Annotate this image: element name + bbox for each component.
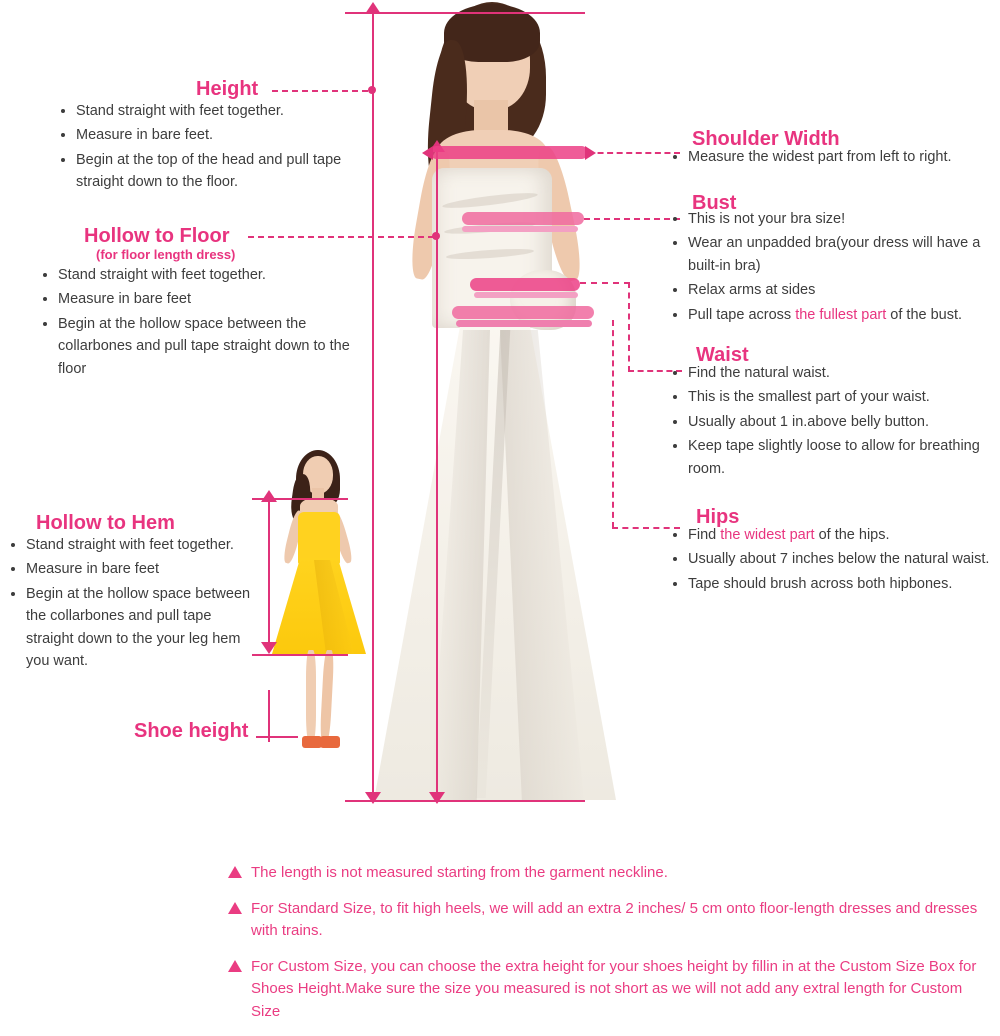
list-item: • Begin at the top of the head and pull tape straight down to the floor. [76, 149, 358, 194]
height-label: Height [196, 78, 259, 100]
shoulder-arrow-left [422, 146, 433, 160]
hollow-to-floor-arrow-bottom [429, 792, 445, 804]
hollow-to-hem-arrow-bottom [261, 642, 277, 654]
hips-band [452, 306, 594, 319]
hollow-to-hem-bottom-tick [252, 654, 348, 656]
list-item: • Measure in bare feet [58, 288, 350, 310]
hollow-to-hem-label: Hollow to Hem [36, 512, 175, 534]
shoulder-width-bullets [670, 146, 1000, 170]
bust-bullets [670, 208, 1000, 328]
height-callout-dot [368, 86, 376, 94]
small-model-shoe-right [320, 736, 340, 748]
hollow-to-floor-label: Hollow to Floor [84, 225, 230, 247]
list-item: • Keep tape slightly loose to allow for breathing room. [688, 435, 1000, 480]
warning-triangle-icon [228, 960, 242, 972]
height-top-tick [345, 12, 585, 14]
list-item: • Measure in bare feet [26, 558, 258, 580]
shoe-height-label: Shoe height [134, 720, 249, 742]
shoulder-width-label: Shoulder Width [692, 128, 840, 150]
list-item: • Stand straight with feet together. [58, 264, 350, 286]
list-item: • Begin at the hollow space between the collarbones and pull tape straight down to the floor [58, 313, 350, 380]
height-bottom-tick [345, 800, 585, 802]
list-item [688, 524, 1000, 546]
hollow-to-hem-bullets [8, 534, 258, 675]
hips-first-suffix: of the hips. [814, 527, 890, 543]
list-item: • Find the natural waist. [688, 362, 1000, 384]
hollow-to-floor-measure-line [436, 150, 438, 802]
hips-band-lower [456, 320, 592, 327]
list-item: • Stand straight with feet together. [76, 100, 358, 122]
hollow-to-floor-sublabel: (for floor length dress) [96, 247, 236, 262]
note-item [228, 956, 988, 1024]
hollow-to-hem-arrow-top [261, 490, 277, 502]
shoe-height-bottom-tick [256, 736, 298, 738]
list-item: • Usually about 1 in.above belly button. [688, 411, 1000, 433]
small-model-leg-left [306, 650, 316, 742]
height-callout-line [272, 90, 368, 92]
note-text: For Standard Size, to fit high heels, we will add an extra 2 inches/ 5 cm onto floor-length dresses and dresses with trains. [251, 899, 978, 939]
bust-callout-line [584, 218, 680, 220]
waist-label: Waist [696, 344, 749, 366]
warning-triangle-icon [228, 866, 242, 878]
model-figure-short-dress [262, 440, 372, 760]
list-item: • Wear an unpadded bra(your dress will have a built-in bra) [688, 232, 1000, 277]
waist-callout-line-v [628, 282, 630, 372]
hips-callout-line-v [612, 320, 614, 528]
hips-first-emphasis: the widest part [720, 527, 815, 543]
bust-band [462, 212, 584, 225]
waist-bullets [670, 362, 1000, 482]
shoe-height-measure-line [268, 690, 270, 742]
hips-label: Hips [696, 506, 740, 528]
shoulder-callout-line [588, 152, 680, 154]
footer-notes [228, 862, 988, 1036]
hips-bullets [670, 524, 1000, 597]
list-item: • This is the smallest part of your waist. [688, 386, 1000, 408]
shoulder-width-band [430, 146, 588, 159]
model-figure-long-dress [360, 0, 660, 810]
bust-band-lower [462, 226, 578, 232]
note-item [228, 862, 988, 885]
hollow-to-hem-measure-line [268, 500, 270, 652]
waist-callout-line-h [580, 282, 630, 284]
list-item: • Usually about 7 inches below the natural waist. [688, 548, 1000, 570]
bust-last-emphasis: the fullest part [795, 306, 887, 323]
warning-triangle-icon [228, 902, 242, 914]
bust-last-suffix: of the bust. [886, 306, 963, 323]
hips-first-prefix: Find [688, 527, 721, 543]
hollow-to-floor-bullets [40, 264, 350, 382]
height-bullets [58, 100, 358, 196]
note-item [228, 898, 988, 943]
small-model-shoe-left [302, 736, 322, 748]
list-item: • Measure in bare feet. [76, 124, 358, 146]
small-model-leg-right [320, 650, 335, 742]
list-item: • Stand straight with feet together. [26, 534, 258, 556]
bust-last-prefix: Pull tape across [688, 306, 796, 323]
hollow-to-hem-top-tick [252, 498, 348, 500]
note-text: For Custom Size, you can choose the extra height for your shoes height by fillin in at the Custom Size Box for Shoes Height.Make sure the size you measured is not short as we will not add any extral length for Custom Size [251, 957, 977, 1020]
height-arrow-bottom [365, 792, 381, 804]
list-item: • Measure the widest part from left to right. [688, 146, 1000, 168]
list-item: • Begin at the hollow space between the collarbones and pull tape straight down to the your leg hem you want. [26, 583, 258, 673]
list-item: • Relax arms at sides [688, 279, 1000, 301]
list-item: • This is not your bra size! [688, 208, 1000, 230]
waist-band-lower [474, 292, 578, 298]
small-dress-bodice [298, 512, 340, 564]
list-item: • Tape should brush across both hipbones. [688, 573, 1000, 595]
hollow-to-floor-callout-line [248, 236, 434, 238]
list-item [688, 304, 1000, 326]
waist-band [470, 278, 580, 291]
bust-label: Bust [692, 192, 737, 214]
note-text: The length is not measured starting from the garment neckline. [251, 864, 668, 881]
height-measure-line [372, 12, 374, 802]
